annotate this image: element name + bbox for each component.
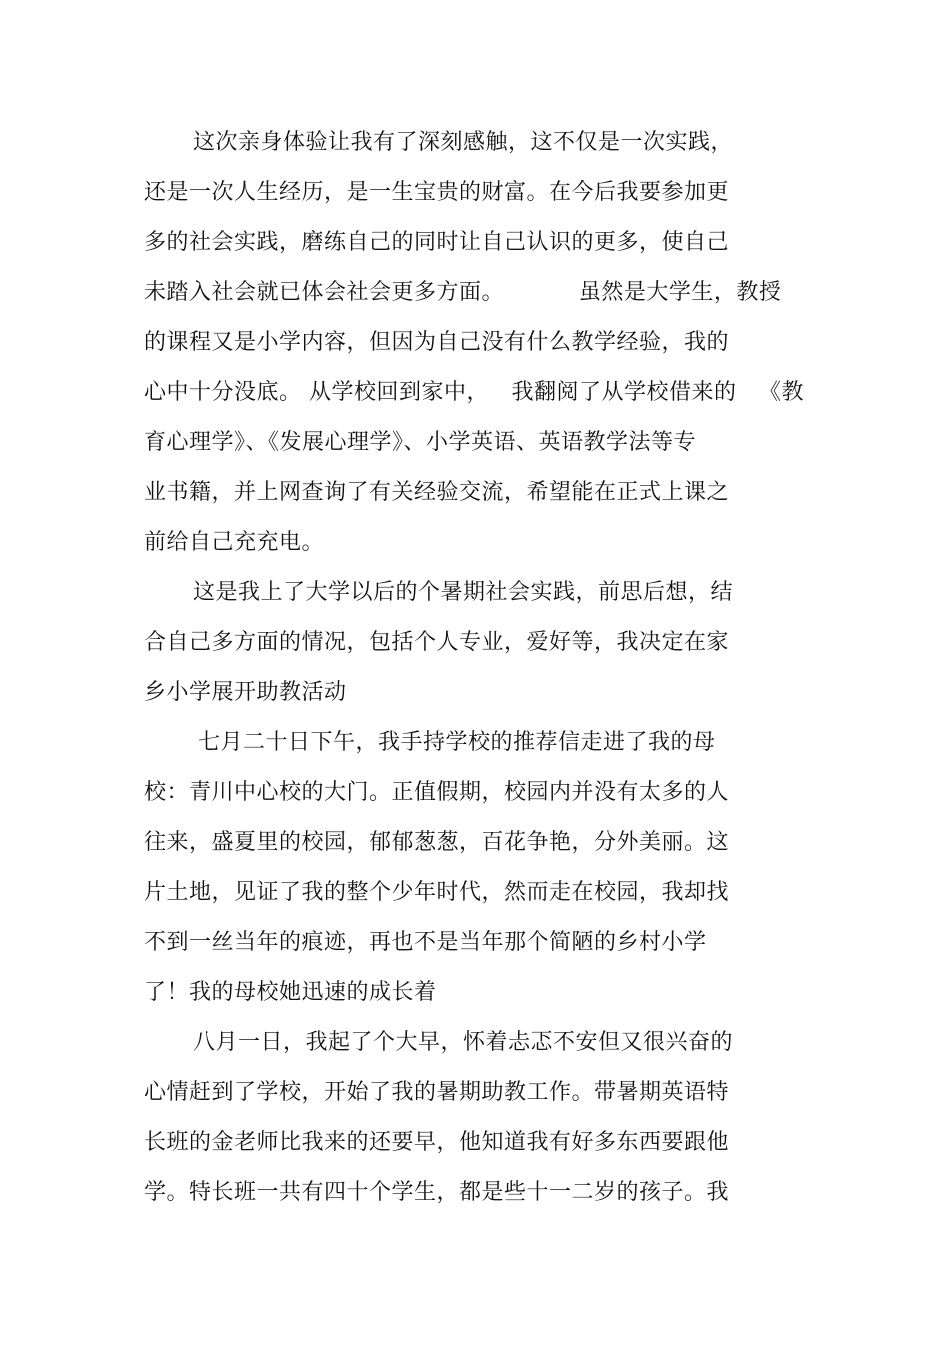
body-text <box>144 118 844 1218</box>
text-line: 业书籍，并上网查询了有关经验交流，希望能在正式上课之 <box>144 480 730 505</box>
text-line: 校：青川中心校的大门。正值假期，校园内并没有太多的人 <box>144 780 730 805</box>
text-line: 乡小学展开助教活动 <box>144 680 347 705</box>
text-line: 心中十分没底。 从学校回到家中， 我翻阅了从学校借来的 《教 <box>144 380 804 405</box>
text-line: 学。特长班一共有四十个学生，都是些十一二岁的孩子。我 <box>144 1180 730 1205</box>
text-line-paragraph-start: 七月二十日下午，我手持学校的推荐信走进了我的母 <box>198 730 716 755</box>
text-line: 育心理学》、《发展心理学》、小学英语、英语教学法等专 <box>144 430 697 455</box>
text-line: 不到一丝当年的痕迹，再也不是当年那个简陋的乡村小学 <box>144 930 707 955</box>
text-line: 心情赶到了学校，开始了我的暑期助教工作。带暑期英语特 <box>144 1080 730 1105</box>
text-line: 前给自己充充电。 <box>144 530 325 555</box>
text-line: 未踏入社会就已体会社会更多方面。 虽然是大学生，教授 <box>144 280 782 305</box>
text-line-paragraph-start: 这是我上了大学以后的个暑期社会实践，前思后想，结 <box>193 580 734 605</box>
text-line: 片土地，见证了我的整个少年时代，然而走在校园，我却找 <box>144 880 730 905</box>
text-line: 合自己多方面的情况，包括个人专业，爱好等，我决定在家 <box>144 630 730 655</box>
text-line: 往来，盛夏里的校园，郁郁葱葱，百花争艳，分外美丽。这 <box>144 830 730 855</box>
text-line-paragraph-start: 八月一日，我起了个大早，怀着忐忑不安但又很兴奋的 <box>193 1030 734 1055</box>
text-line: 长班的金老师比我来的还要早，他知道我有好多东西要跟他 <box>144 1130 730 1155</box>
text-line: 还是一次人生经历，是一生宝贵的财富。在今后我要参加更 <box>144 180 730 205</box>
text-line: 多的社会实践，磨练自己的同时让自己认识的更多，使自己 <box>144 230 730 255</box>
text-line: 的课程又是小学内容，但因为自己没有什么教学经验，我的 <box>144 330 730 355</box>
text-line: 了！我的母校她迅速的成长着 <box>144 980 437 1005</box>
text-line-paragraph-start: 这次亲身体验让我有了深刻感触，这不仅是一次实践， <box>193 130 734 155</box>
